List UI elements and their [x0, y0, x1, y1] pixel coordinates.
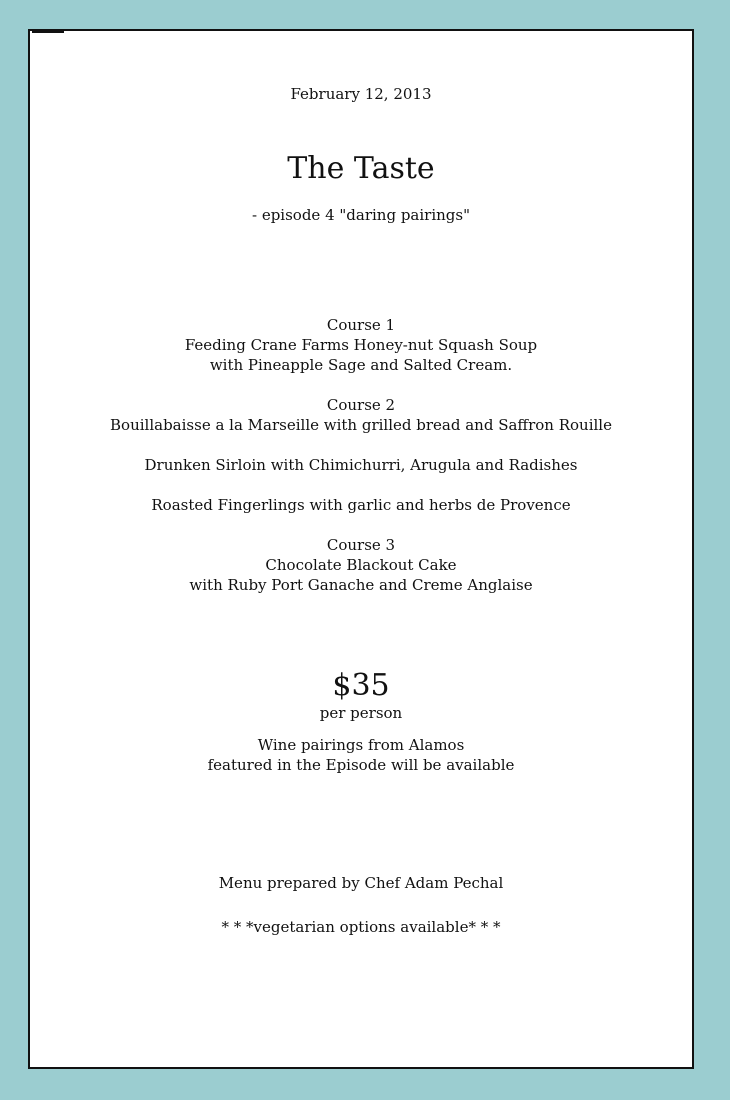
chef-credit: Menu prepared by Chef Adam Pechal	[218, 874, 504, 892]
menu-subtitle: - episode 4 "daring pairings"	[251, 206, 470, 224]
menu-date: February 12, 2013	[290, 85, 432, 103]
price-unit: per person	[319, 704, 403, 722]
course-3-dish-detail: with Ruby Port Ganache and Creme Anglaise	[189, 576, 533, 594]
menu-title: The Taste	[287, 151, 435, 186]
course-2-dish-bouillabaisse: Bouillabaisse a la Marseille with grilled bread and Saffron Rouille	[110, 416, 612, 434]
course-3-dish: Chocolate Blackout Cake	[265, 556, 457, 574]
wine-pairing-line-1: Wine pairings from Alamos	[257, 736, 465, 754]
course-1-dish-detail: with Pineapple Sage and Salted Cream.	[209, 356, 513, 374]
course-2-dish-sirloin: Drunken Sirloin with Chimichurri, Arugula and Radishes	[144, 456, 578, 474]
course-1-label: Course 1	[326, 316, 396, 334]
course-1-dish: Feeding Crane Farms Honey-nut Squash Soup	[184, 336, 538, 354]
course-2-dish-fingerlings: Roasted Fingerlings with garlic and herbs de Provence	[151, 496, 571, 514]
course-2-label: Course 2	[326, 396, 396, 414]
price: $35	[332, 668, 390, 703]
wine-pairing-line-2: featured in the Episode will be available	[207, 756, 515, 774]
course-3-label: Course 3	[326, 536, 396, 554]
vegetarian-note: * * *vegetarian options available* * *	[221, 918, 501, 936]
corner-mark	[32, 31, 64, 33]
menu-page	[28, 29, 694, 1069]
